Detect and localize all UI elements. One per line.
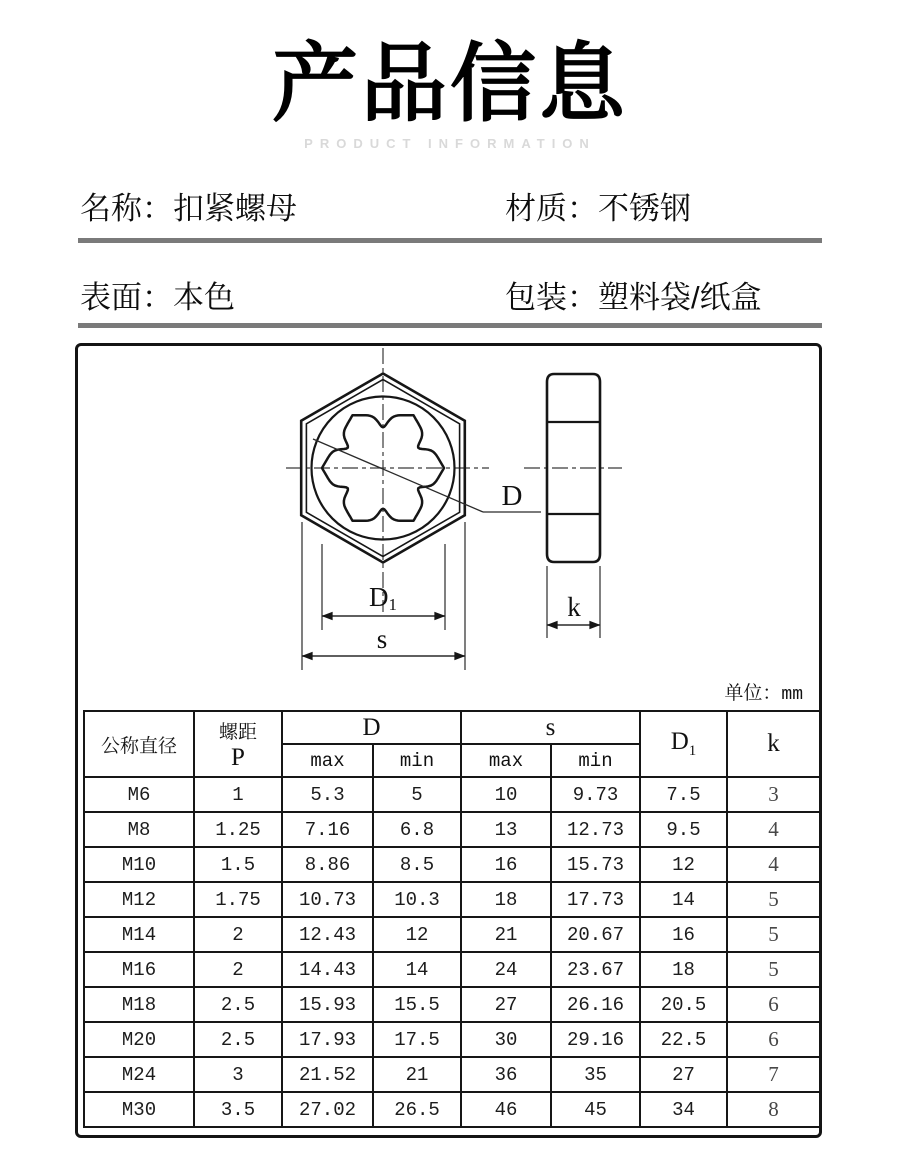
- table-cell: 5.3: [282, 777, 373, 812]
- field-material-label: 材质：: [505, 191, 598, 226]
- table-cell: 26.16: [551, 987, 640, 1022]
- field-surface-label: 表面：: [80, 280, 173, 315]
- table-cell: 17.5: [373, 1022, 461, 1057]
- table-cell: 21: [461, 917, 551, 952]
- table-cell: 15.93: [282, 987, 373, 1022]
- table-cell: 2: [194, 952, 282, 987]
- unit-note-label: 单位：: [724, 683, 782, 704]
- table-cell: 27: [461, 987, 551, 1022]
- table-cell: 8.5: [373, 847, 461, 882]
- table-cell: 15.73: [551, 847, 640, 882]
- field-material-value: 不锈钢: [598, 191, 691, 226]
- table-cell: 14: [373, 952, 461, 987]
- table-cell: 10: [461, 777, 551, 812]
- field-packaging: [505, 272, 762, 317]
- field-packaging-label: 包装：: [505, 280, 598, 315]
- table-row: [84, 882, 820, 917]
- table-cell: 26.5: [373, 1092, 461, 1127]
- table-cell: 16: [461, 847, 551, 882]
- table-cell: 16: [640, 917, 727, 952]
- table-cell: 30: [461, 1022, 551, 1057]
- unit-note-value: mm: [781, 685, 803, 705]
- table-cell: 5: [727, 917, 820, 952]
- table-cell: 9.5: [640, 812, 727, 847]
- divider-line-2: [78, 323, 822, 328]
- technical-drawing: [78, 346, 819, 684]
- table-cell: 10.3: [373, 882, 461, 917]
- table-cell: M16: [84, 952, 194, 987]
- table-cell: 2.5: [194, 1022, 282, 1057]
- table-cell: M30: [84, 1092, 194, 1127]
- header-k: k: [727, 711, 820, 777]
- table-cell: 5: [727, 952, 820, 987]
- divider-line-1: [78, 238, 822, 243]
- table-cell: 45: [551, 1092, 640, 1127]
- table-row: [84, 812, 820, 847]
- table-cell: 3.5: [194, 1092, 282, 1127]
- field-packaging-value: 塑料袋/纸盒: [598, 280, 762, 315]
- table-cell: M6: [84, 777, 194, 812]
- unit-note: [724, 678, 803, 705]
- table-cell: 12: [373, 917, 461, 952]
- table-row: [84, 777, 820, 812]
- page-title: 产品信息: [272, 36, 628, 132]
- table-cell: M18: [84, 987, 194, 1022]
- field-material: [505, 183, 691, 228]
- table-row: [84, 917, 820, 952]
- header-D: D: [282, 711, 461, 744]
- table-cell: 35: [551, 1057, 640, 1092]
- spec-table-body: [84, 777, 820, 1127]
- table-cell: M14: [84, 917, 194, 952]
- table-cell: 4: [727, 847, 820, 882]
- table-cell: 1.5: [194, 847, 282, 882]
- table-cell: 5: [727, 882, 820, 917]
- header-D1: $D_1$: [640, 711, 727, 777]
- table-cell: 21: [373, 1057, 461, 1092]
- header-D-max: max: [282, 744, 373, 777]
- table-cell: 23.67: [551, 952, 640, 987]
- field-surface: [80, 272, 235, 317]
- table-cell: 6: [727, 987, 820, 1022]
- table-cell: 36: [461, 1057, 551, 1092]
- table-cell: 4: [727, 812, 820, 847]
- table-cell: M10: [84, 847, 194, 882]
- table-cell: 3: [194, 1057, 282, 1092]
- table-cell: 5: [373, 777, 461, 812]
- table-cell: 6.8: [373, 812, 461, 847]
- dimension-D-label: D: [501, 480, 523, 512]
- header-nominal-diameter: 公称直径: [84, 711, 194, 777]
- spec-panel: [75, 343, 822, 1138]
- table-cell: 1.75: [194, 882, 282, 917]
- table-cell: M8: [84, 812, 194, 847]
- table-row: [84, 1092, 820, 1127]
- table-cell: 18: [640, 952, 727, 987]
- field-surface-value: 本色: [173, 280, 235, 315]
- table-cell: 12: [640, 847, 727, 882]
- table-row: [84, 1057, 820, 1092]
- table-cell: 17.73: [551, 882, 640, 917]
- table-cell: 7: [727, 1057, 820, 1092]
- table-cell: 1.25: [194, 812, 282, 847]
- table-row: [84, 952, 820, 987]
- table-cell: 20.5: [640, 987, 727, 1022]
- table-row: [84, 847, 820, 882]
- field-name-label: 名称：: [80, 191, 173, 226]
- table-cell: 7.16: [282, 812, 373, 847]
- field-name: [80, 183, 297, 228]
- table-cell: 2: [194, 917, 282, 952]
- table-cell: 10.73: [282, 882, 373, 917]
- table-cell: 8.86: [282, 847, 373, 882]
- table-cell: 9.73: [551, 777, 640, 812]
- table-cell: 14.43: [282, 952, 373, 987]
- table-cell: M12: [84, 882, 194, 917]
- header-s-min: min: [551, 744, 640, 777]
- table-cell: 20.67: [551, 917, 640, 952]
- table-cell: 27: [640, 1057, 727, 1092]
- table-cell: 17.93: [282, 1022, 373, 1057]
- table-cell: 34: [640, 1092, 727, 1127]
- table-cell: 15.5: [373, 987, 461, 1022]
- table-cell: 1: [194, 777, 282, 812]
- table-cell: 2.5: [194, 987, 282, 1022]
- dimension-k-label: k: [567, 592, 581, 622]
- table-cell: 13: [461, 812, 551, 847]
- header-s-max: max: [461, 744, 551, 777]
- table-cell: 6: [727, 1022, 820, 1057]
- header-D-min: min: [373, 744, 461, 777]
- header-pitch: 螺距 P: [194, 711, 282, 777]
- header-s: s: [461, 711, 640, 744]
- table-cell: 7.5: [640, 777, 727, 812]
- table-cell: 3: [727, 777, 820, 812]
- dimension-D1-label: D1: [369, 582, 397, 614]
- field-name-value: 扣紧螺母: [173, 191, 297, 226]
- page-subtitle: PRODUCT INFORMATION: [304, 136, 596, 151]
- table-cell: 12.43: [282, 917, 373, 952]
- table-cell: M24: [84, 1057, 194, 1092]
- table-cell: 8: [727, 1092, 820, 1127]
- table-row: [84, 1022, 820, 1057]
- table-cell: 46: [461, 1092, 551, 1127]
- table-cell: 14: [640, 882, 727, 917]
- table-cell: 22.5: [640, 1022, 727, 1057]
- table-cell: 29.16: [551, 1022, 640, 1057]
- table-cell: M20: [84, 1022, 194, 1057]
- table-cell: 21.52: [282, 1057, 373, 1092]
- table-row: [84, 987, 820, 1022]
- table-cell: 18: [461, 882, 551, 917]
- dimension-s-label: s: [376, 624, 388, 654]
- spec-table: [83, 710, 821, 1128]
- table-cell: 27.02: [282, 1092, 373, 1127]
- center-lines-front: [286, 348, 489, 612]
- table-cell: 24: [461, 952, 551, 987]
- table-cell: 12.73: [551, 812, 640, 847]
